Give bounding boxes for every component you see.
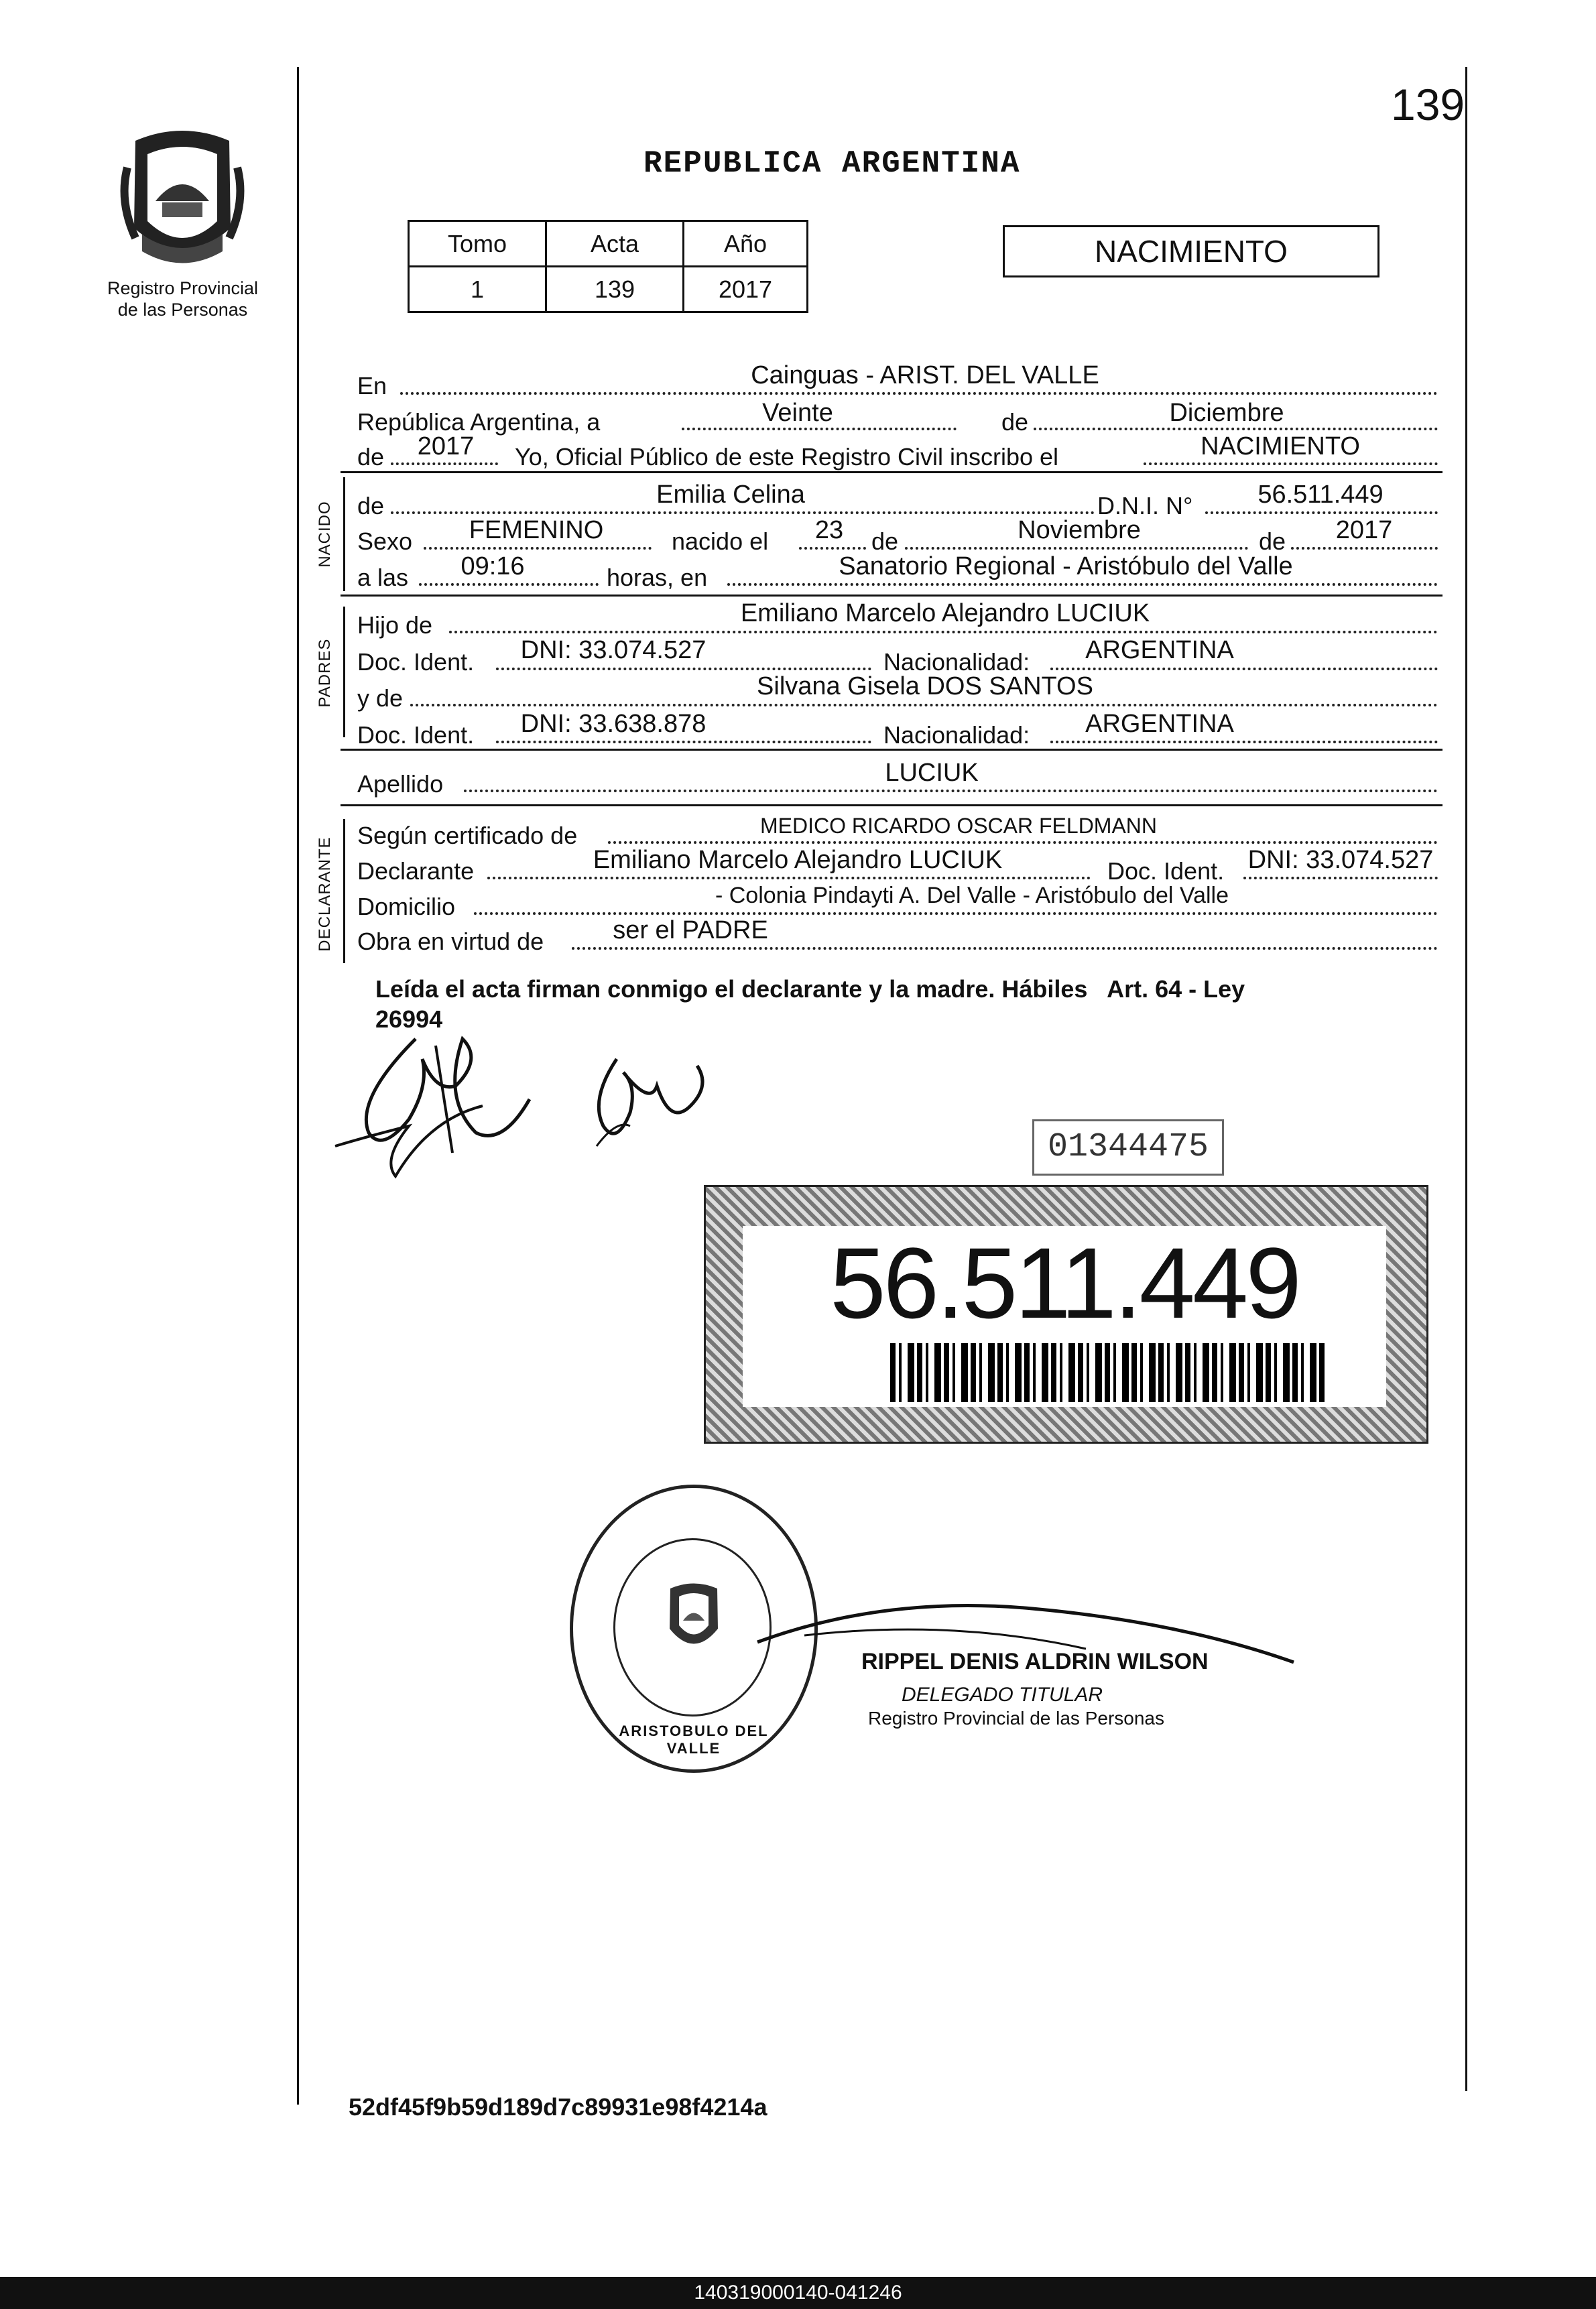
dotted-line: [572, 947, 1438, 950]
declarant-signature: [328, 1019, 556, 1186]
dotted-line: [1243, 877, 1438, 879]
dotted-line: [1144, 462, 1438, 465]
label-certificado: Según certificado de: [357, 822, 578, 849]
label-a-las: a las: [357, 564, 409, 591]
field-declarant: Emiliano Marcelo Alejandro LUCIUK: [593, 846, 1003, 874]
round-seal-emblem-icon: [660, 1582, 727, 1656]
round-seal-inner-text: ARISTOBULO DEL VALLE: [619, 1723, 769, 1757]
label-apellido: Apellido: [357, 770, 444, 798]
field-day: Veinte: [762, 399, 833, 427]
stamp-number: [1032, 1119, 1224, 1176]
section-divider: [341, 471, 1442, 473]
table-value-acta: 139: [546, 267, 684, 312]
document-title: REPUBLICA ARGENTINA: [643, 146, 1021, 181]
registry-label-line1: Registro Provincial: [107, 278, 259, 298]
act-type-box: [1003, 225, 1379, 277]
register-table: [408, 220, 808, 313]
field-sex: FEMENINO: [469, 516, 604, 544]
document-hash: 52df45f9b59d189d7c89931e98f4214a: [349, 2093, 768, 2121]
section-label-nacido: NACIDO: [316, 501, 334, 568]
label-republica: República Argentina, a: [357, 408, 601, 436]
field-address: - Colonia Pindayti A. Del Valle - Aristóbulo del Valle: [715, 883, 1229, 908]
field-father-doc: DNI: 33.074.527: [520, 636, 707, 664]
dotted-line: [608, 841, 1438, 844]
dotted-line: [1034, 428, 1438, 430]
field-mother-name: Silvana Gisela DOS SANTOS: [757, 672, 1093, 700]
dotted-line: [391, 462, 498, 465]
label-father-nat: Nacionalidad:: [883, 648, 1030, 676]
label-birth-de2: de: [1259, 527, 1286, 555]
label-sexo: Sexo: [357, 527, 413, 555]
field-birth-year: 2017: [1335, 516, 1393, 544]
footer-code: 140319000140-041246: [694, 2282, 902, 2304]
field-place: Cainguas - ARIST. DEL VALLE: [751, 361, 1099, 389]
field-mother-doc: DNI: 33.638.878: [520, 710, 707, 738]
label-de-month: de: [1001, 408, 1029, 436]
dotted-line: [799, 547, 866, 550]
label-de-name: de: [357, 492, 385, 519]
dotted-line: [905, 547, 1248, 550]
page-number: 139: [1391, 80, 1465, 129]
provincia-misiones-seal-logo: [115, 127, 249, 278]
dotted-line: [727, 583, 1438, 586]
dotted-line: [496, 741, 871, 743]
footer-bar: [0, 2277, 1596, 2309]
field-father-nat: ARGENTINA: [1085, 636, 1234, 664]
field-birth-time: 09:16: [461, 552, 525, 580]
section-divider: [341, 804, 1442, 806]
id-label-barcode: [890, 1343, 1326, 1402]
id-label-sticker: [704, 1185, 1428, 1444]
dotted-line: [410, 704, 1438, 706]
dotted-line: [1291, 547, 1438, 550]
dotted-line: [487, 877, 1091, 879]
table-value-anio: 2017: [684, 267, 808, 312]
dotted-line: [1050, 741, 1438, 743]
section-bracket-nacido: [343, 477, 345, 591]
dotted-line: [1205, 511, 1438, 514]
label-en: En: [357, 372, 387, 399]
act-type: NACIMIENTO: [1095, 234, 1288, 269]
table-header-acta: Acta: [546, 221, 684, 267]
label-y-de: y de: [357, 684, 404, 712]
dotted-line: [496, 668, 871, 670]
right-margin-line: [1465, 67, 1467, 2091]
closing-statement-law: 26994: [375, 1005, 443, 1033]
table-value-tomo: 1: [409, 267, 546, 312]
registry-label-line2: de las Personas: [117, 300, 248, 320]
dotted-line: [419, 583, 599, 586]
label-declarant-doc: Doc. Ident.: [1107, 857, 1225, 885]
field-declarant-doc: DNI: 33.074.527: [1247, 846, 1434, 874]
section-bracket-padres: [343, 607, 345, 737]
section-label-padres: PADRES: [316, 638, 334, 708]
dotted-line: [1050, 668, 1438, 670]
field-capacity: ser el PADRE: [613, 916, 768, 944]
label-dni: D.N.I. N°: [1097, 492, 1193, 519]
table-header-tomo: Tomo: [409, 221, 546, 267]
label-birth-de: de: [871, 527, 899, 555]
dotted-line: [400, 392, 1438, 395]
field-birth-day: 23: [814, 516, 844, 544]
id-label-number: 56.511.449: [830, 1227, 1299, 1339]
label-nacido: nacido el: [672, 527, 769, 555]
section-divider: [341, 595, 1442, 597]
official-title: DELEGADO TITULAR: [902, 1684, 1103, 1706]
label-horas: horas, en: [607, 564, 708, 591]
label-de-year: de: [357, 443, 385, 471]
stamp-number-text: 01344475: [1047, 1128, 1209, 1166]
mother-signature: [576, 1046, 724, 1160]
field-father-name: Emiliano Marcelo Alejandro LUCIUK: [740, 599, 1150, 627]
field-mother-nat: ARGENTINA: [1085, 710, 1234, 738]
label-mother-nat: Nacionalidad:: [883, 721, 1030, 749]
label-oficial: Yo, Oficial Público de este Registro Civil inscribo el: [515, 443, 1059, 471]
id-label-inner: [743, 1226, 1386, 1407]
dotted-line: [682, 428, 957, 430]
field-surname: LUCIUK: [885, 759, 979, 787]
field-birth-month: Noviembre: [1018, 516, 1141, 544]
official-name: RIPPEL DENIS ALDRIN WILSON: [861, 1649, 1209, 1674]
table-header-anio: Año: [684, 221, 808, 267]
dotted-line: [474, 912, 1438, 915]
label-hijo: Hijo de: [357, 611, 433, 639]
field-year: 2017: [417, 432, 475, 460]
label-domicilio: Domicilio: [357, 893, 456, 920]
field-birth-place: Sanatorio Regional - Aristóbulo del Valle: [839, 552, 1293, 580]
dotted-line: [424, 547, 652, 550]
label-declarante: Declarante: [357, 857, 475, 885]
official-office: Registro Provincial de las Personas: [868, 1708, 1164, 1729]
label-mother-doc: Doc. Ident.: [357, 721, 475, 749]
section-bracket-declarante: [343, 819, 345, 963]
field-child-name: Emilia Celina: [656, 481, 805, 509]
field-child-dni: 56.511.449: [1257, 481, 1384, 509]
label-father-doc: Doc. Ident.: [357, 648, 475, 676]
left-margin-line: [297, 67, 299, 2105]
dotted-line: [391, 511, 1095, 514]
section-label-declarante: DECLARANTE: [316, 836, 334, 952]
field-certificate: MEDICO RICARDO OSCAR FELDMANN: [759, 814, 1158, 838]
dotted-line: [449, 631, 1438, 633]
dotted-line: [464, 790, 1438, 792]
section-divider: [341, 749, 1442, 751]
field-event: NACIMIENTO: [1201, 432, 1360, 460]
field-month: Diciembre: [1169, 399, 1284, 427]
closing-statement: Leída el acta firman conmigo el declarante y la madre. Hábiles Art. 64 - Ley: [375, 975, 1245, 1003]
label-obra: Obra en virtud de: [357, 928, 544, 955]
